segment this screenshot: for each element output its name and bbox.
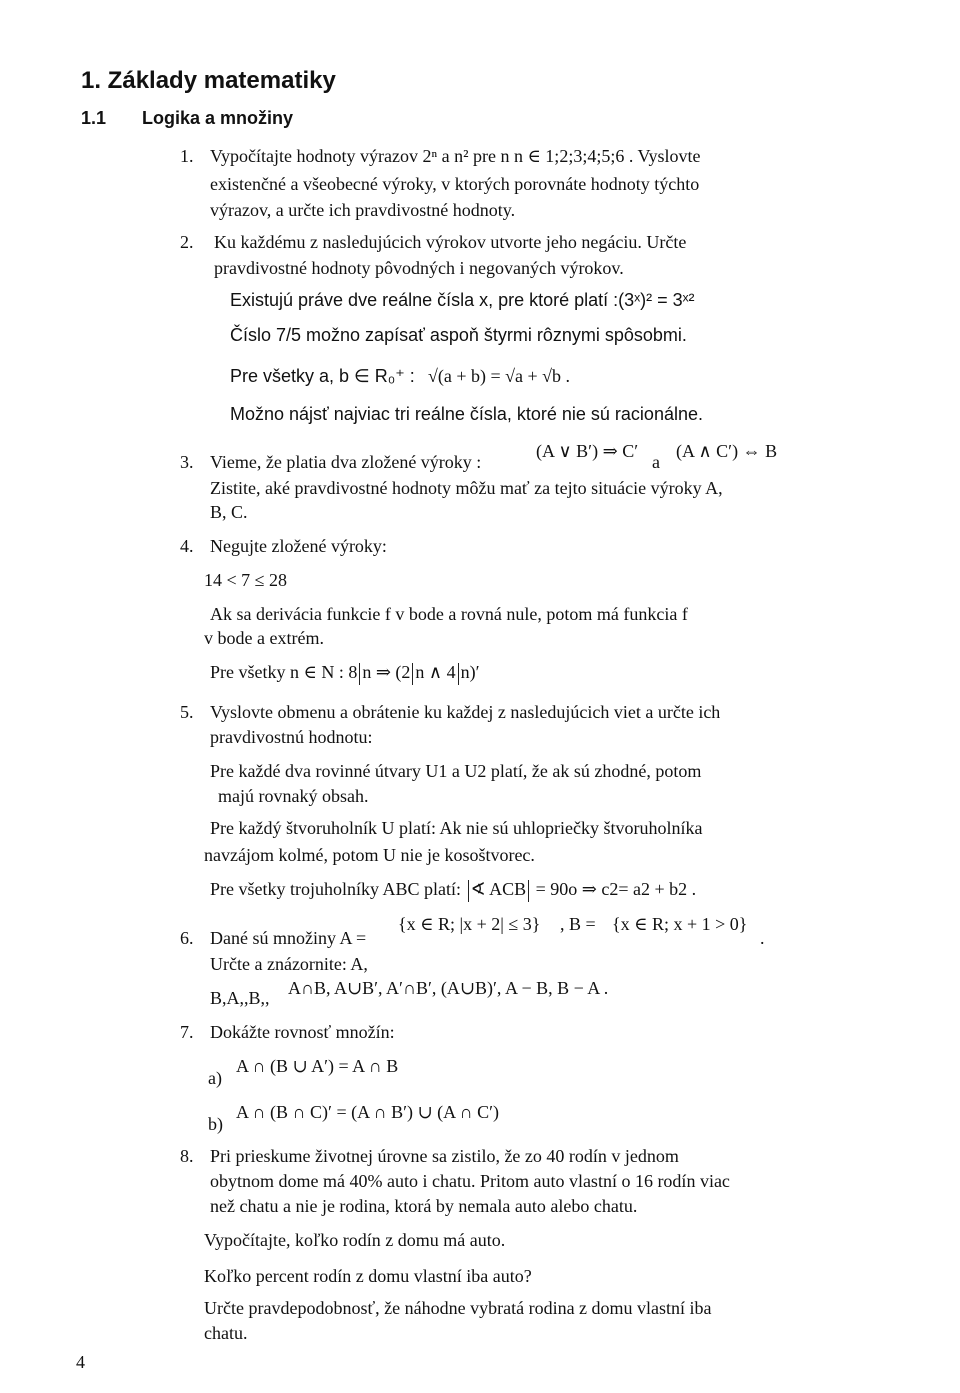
- exercise-3-number: 3.: [180, 452, 194, 472]
- exercise-5-number: 5.: [180, 702, 194, 722]
- exercise-5-statement-3: [210, 879, 696, 902]
- exercise-6-line-3a: B,A,,B,,: [210, 988, 270, 1008]
- exercise-3-formula-2: (A ∧ C′) ⇔ B: [676, 441, 778, 461]
- exercise-8-question-2: Koľko percent rodín z domu vlastní iba auto?: [204, 1266, 532, 1286]
- exercise-2-statement-1: Existujú práve dve reálne čísla x, pre ktoré platí :(3ˣ)² = 3ˣ²: [230, 290, 695, 310]
- page-number: 4: [76, 1352, 85, 1372]
- divides-symbol: [458, 663, 459, 685]
- exercise-8-line-3: než chatu a nie je rodina, ktorá by nemala auto alebo chatu.: [210, 1196, 638, 1216]
- exercise-5-statement-3-label: Pre všetky trojuholníky ABC platí:: [210, 879, 461, 899]
- exercise-6-line-2: Určte a znázornite: A,: [210, 954, 368, 974]
- set-b-label: , B =: [560, 914, 596, 934]
- exercise-7-number: 7.: [180, 1022, 194, 1042]
- exercise-3-line-1: Vieme, že platia dva zložené výroky :: [210, 452, 482, 472]
- exercise-5-statement-1-line-1: Pre každé dva rovinné útvary U1 a U2 platí, že ak sú zhodné, potom: [210, 761, 702, 781]
- exercise-8-question-3-line-2: chatu.: [204, 1323, 248, 1343]
- exercise-3-line-3: B, C.: [210, 502, 248, 522]
- exercise-2-statement-3-label: Pre všetky a, b ∈ R₀⁺ :: [230, 366, 415, 386]
- angle-acb: ∢ ACB: [470, 879, 527, 899]
- exercise-7-b-label: b): [208, 1114, 223, 1134]
- exercise-5-statement-2-line-2: navzájom kolmé, potom U nie je kosoštvorec.: [204, 845, 535, 865]
- exercise-8-line-2: obytnom dome má 40% auto i chatu. Pritom auto vlastní o 16 rodín viac: [210, 1171, 730, 1191]
- exercise-5-statement-2-line-1: Pre každý štvoruholník U platí: Ak nie sú uhlopriečky štvoruholníka: [210, 818, 703, 838]
- exercise-2-statement-3-formula: √(a + b) = √a + √b .: [428, 366, 571, 386]
- exercise-6-number: 6.: [180, 928, 194, 948]
- exercise-7-a-formula: A ∩ (B ∪ A′) = A ∩ B: [236, 1056, 399, 1076]
- exercise-4-statement-2-line-2: v bode a extrém.: [204, 628, 324, 648]
- exercise-2-line-1: Ku každému z nasledujúcich výrokov utvorte jeho negáciu. Určte: [214, 232, 687, 252]
- exercise-1-line-2: existenčné a všeobecné výroky, v ktorých porovnáte hodnoty týchto: [210, 174, 700, 194]
- absolute-value-bar: [528, 880, 529, 902]
- exercise-7-line-1: Dokážte rovnosť množín:: [210, 1022, 395, 1042]
- exercise-6-set-operations: A∩B, A∪B′, A′∩B′, (A∪B)′, A − B, B − A .: [288, 978, 609, 998]
- exercise-1-line-1: Vypočítajte hodnoty výrazov 2ⁿ a n² pre n n ∈ 1;2;3;4;5;6 . Vyslovte: [210, 146, 701, 166]
- exercise-5-statement-3-formula: = 90o ⇒ c2= a2 + b2 .: [535, 879, 697, 899]
- exercise-8-line-1: Pri prieskume životnej úrovne sa zistilo, že zo 40 rodín v jednom: [210, 1146, 679, 1166]
- exercise-8-question-1: Vypočítajte, koľko rodín z domu má auto.: [204, 1230, 506, 1250]
- chapter-title: 1. Základy matematiky: [81, 67, 336, 94]
- exercise-2-statement-2: Číslo 7/5 možno zapísať aspoň štyrmi rôznymi spôsobmi.: [230, 325, 687, 345]
- exercise-2-statement-4: Možno nájsť najviac tri reálne čísla, ktoré nie sú racionálne.: [230, 404, 703, 424]
- exercise-4-line-1: Negujte zložené výroky:: [210, 536, 387, 556]
- exercise-2-line-2: pravdivostné hodnoty pôvodných i negovaných výrokov.: [214, 258, 624, 278]
- exercise-5-line-1: Vyslovte obmenu a obrátenie ku každej z nasledujúcich viet a určte ich: [210, 702, 721, 722]
- exercise-3-formula-1: (A ∨ B′) ⇒ C′: [536, 441, 639, 461]
- exercise-8-question-3-line-1: Určte pravdepodobnosť, že náhodne vybratá rodina z domu vlastní iba: [204, 1298, 712, 1318]
- exercise-4-number: 4.: [180, 536, 194, 556]
- exercise-3-line-2: Zistite, aké pravdivostné hodnoty môžu mať za tejto situácie výroky A,: [210, 478, 723, 498]
- exercise-4-statement-3: [210, 662, 480, 685]
- exercise-4-statement-1: 14 < 7 ≤ 28: [204, 570, 288, 590]
- set-a-definition: {x ∈ R; |x + 2| ≤ 3}: [398, 914, 541, 934]
- exercise-1-number: 1.: [180, 146, 194, 166]
- exercise-2-number: 2.: [180, 232, 194, 252]
- section-number: 1.1: [81, 108, 107, 128]
- exercise-1-line-3: výrazov, a určte ich pravdivostné hodnoty.: [210, 200, 516, 220]
- absolute-value-bar: [468, 880, 469, 902]
- exercise-3-conjunction: a: [652, 452, 660, 472]
- exercise-6-line-1: Dané sú množiny A =: [210, 928, 367, 948]
- exercise-4-statement-3-part-3: n ∧ 4: [415, 662, 456, 682]
- exercise-4-statement-3-part-4: n)′: [460, 662, 480, 682]
- divides-symbol: [359, 663, 360, 685]
- exercise-5-line-2: pravdivostnú hodnotu:: [210, 727, 373, 747]
- exercise-7-a-label: a): [208, 1068, 222, 1088]
- divides-symbol: [412, 663, 413, 685]
- set-b-definition: {x ∈ R; x + 1 > 0}: [612, 914, 748, 934]
- exercise-4-statement-2-line-1: Ak sa derivácia funkcie f v bode a rovná nule, potom má funkcia f: [210, 604, 688, 624]
- exercise-4-statement-3-part-1: Pre všetky n ∈ N : 8: [210, 662, 358, 682]
- exercise-7-b-formula: A ∩ (B ∩ C)′ = (A ∩ B′) ∪ (A ∩ C′): [236, 1102, 500, 1122]
- exercise-4-statement-3-part-2: n ⇒ (2: [362, 662, 411, 682]
- section-title: Logika a množiny: [142, 108, 294, 128]
- exercise-8-number: 8.: [180, 1146, 194, 1166]
- exercise-6-end: .: [760, 928, 765, 948]
- exercise-5-statement-1-line-2: majú rovnaký obsah.: [218, 786, 369, 806]
